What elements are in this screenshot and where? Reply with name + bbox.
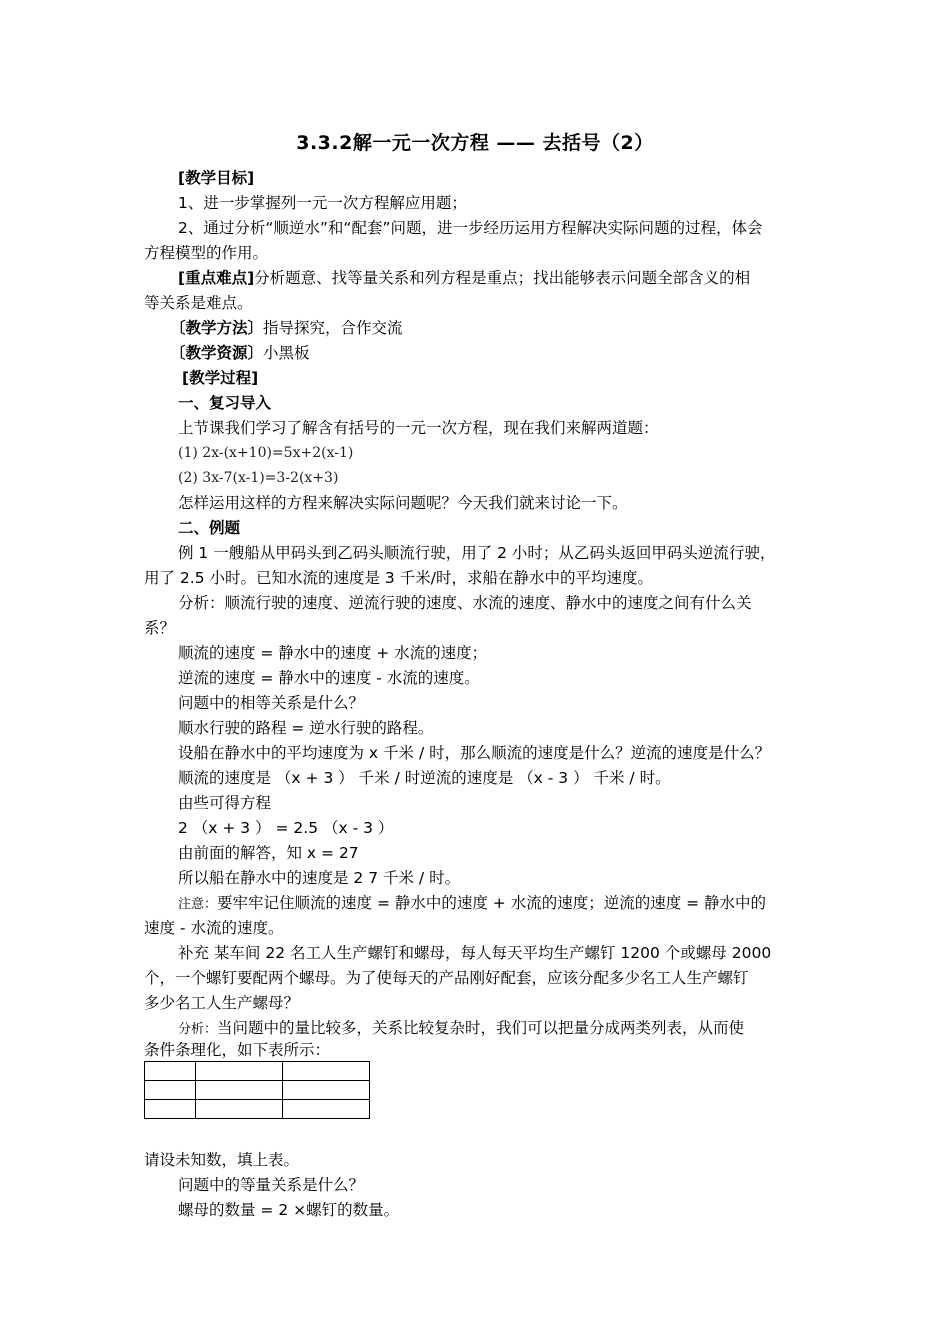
method-text: 指导探究，合作交流 xyxy=(263,319,403,337)
supplement-line-1: 补充 某车间 22 名工人生产螺钉和螺母，每人每天平均生产螺钉 1200 个或螺母 2000 xyxy=(178,944,772,962)
table-cell xyxy=(196,1062,283,1081)
note-label: 注意： xyxy=(178,897,218,912)
table-cell xyxy=(283,1062,370,1081)
table-cell xyxy=(196,1100,283,1119)
solution: 由前面的解答，知 x = 27 xyxy=(178,844,359,862)
path-equality: 顺水行驶的路程 = 逆水行驶的路程。 xyxy=(178,719,434,737)
note-text: 要牢牢记住顺流的速度 = 静水中的速度 + 水流的速度；逆流的速度 = 静水中的 xyxy=(217,894,767,912)
equal-relation-question: 问题中的相等关系是什么？ xyxy=(178,694,365,712)
note-line-1 xyxy=(178,893,766,915)
objectives-heading: [教学目标] xyxy=(178,169,255,187)
keypoints-label: [重点难点] xyxy=(178,269,255,287)
objective-2-line-1: 2、通过分析“顺逆水”和“配套”问题，进一步经历运用方程解决实际问题的过程，体会 xyxy=(178,219,763,237)
supplement-analysis-line-2: 条件条理化，如下表所示： xyxy=(144,1041,331,1059)
objective-2-line-2: 方程模型的作用。 xyxy=(144,244,269,262)
example-1-line-2: 用了 2.5 小时。已知水流的速度是 3 千米/时，求船在静水中的平均速度。 xyxy=(144,569,653,587)
nut-relation: 螺母的数量 = 2 ×螺钉的数量。 xyxy=(178,1201,400,1219)
keypoints-line-2: 等关系是难点。 xyxy=(144,294,253,312)
equation: 2 （x + 3 ） = 2.5 （x - 3 ） xyxy=(178,819,394,837)
resources-line xyxy=(170,343,310,363)
supplement-line-3: 多少名工人生产螺母？ xyxy=(144,994,300,1012)
supplement-analysis-line-1 xyxy=(178,1018,744,1040)
upstream-relation: 逆流的速度 = 静水中的速度 - 水流的速度。 xyxy=(178,669,480,687)
equation-1: (1) 2x-(x+10)=5x+2(x-1) xyxy=(178,445,354,461)
method-label: 〔教学方法〕 xyxy=(170,319,264,337)
page-title: 3.3.2解一元一次方程 —— 去括号（2） xyxy=(296,132,654,154)
equal-relation-question-2: 问题中的等量关系是什么？ xyxy=(178,1176,365,1194)
table-cell xyxy=(145,1100,196,1119)
table-cell xyxy=(145,1062,196,1081)
blank-table xyxy=(144,1061,370,1119)
analysis-line-2: 系？ xyxy=(144,619,176,637)
table-cell xyxy=(283,1081,370,1100)
speeds-expression: 顺流的速度是 （x + 3 ） 千米 / 时逆流的速度是 （x - 3 ） 千米 / 时。 xyxy=(178,769,671,787)
supplement-analysis-text: 当问题中的量比较多，关系比较复杂时，我们可以把量分成两类列表，从而使 xyxy=(217,1019,745,1037)
supplement-line-2: 个，一个螺钉要配两个螺母。为了使每天的产品刚好配套，应该分配多少名工人生产螺钉 xyxy=(144,969,749,987)
note-line-2: 速度 - 水流的速度。 xyxy=(144,919,284,937)
assume-variable: 设船在静水中的平均速度为 x 千米 / 时，那么顺流的速度是什么？逆流的速度是什么？ xyxy=(178,744,771,762)
transition-text: 怎样运用这样的方程来解决实际问题呢？今天我们就来讨论一下。 xyxy=(178,494,628,512)
method-line xyxy=(170,318,403,338)
resources-label: 〔教学资源〕 xyxy=(170,344,264,362)
keypoints-line-1 xyxy=(178,268,750,288)
example-1-line-1: 例 1 一艘船从甲码头到乙码头顺流行驶，用了 2 小时；从乙码头返回甲码头逆流行驶， xyxy=(178,544,776,562)
objective-1: 1、进一步掌握列一元一次方程解应用题； xyxy=(178,194,467,212)
table-cell xyxy=(196,1081,283,1100)
section-1-heading: 一、复习导入 xyxy=(178,394,272,412)
section-2-heading: 二、例题 xyxy=(178,519,241,537)
table-row xyxy=(145,1100,370,1119)
fill-table-instruction: 请设未知数，填上表。 xyxy=(144,1151,300,1169)
derive-equation: 由些可得方程 xyxy=(178,794,272,812)
resources-text: 小黑板 xyxy=(263,344,310,362)
downstream-relation: 顺流的速度 = 静水中的速度 + 水流的速度； xyxy=(178,644,488,662)
answer: 所以船在静水中的速度是 2 7 千米 / 时。 xyxy=(178,869,461,887)
table-cell xyxy=(283,1100,370,1119)
supplement-analysis-label: 分析： xyxy=(178,1022,218,1037)
table-cell xyxy=(145,1081,196,1100)
equation-2: (2) 3x-7(x-1)=3-2(x+3) xyxy=(178,470,339,486)
keypoints-text: 分析题意、找等量关系和列方程是重点；找出能够表示问题全部含义的相 xyxy=(254,269,751,287)
process-heading: [教学过程] xyxy=(182,369,259,387)
table-row xyxy=(145,1081,370,1100)
intro-text: 上节课我们学习了解含有括号的一元一次方程，现在我们来解两道题： xyxy=(178,419,659,437)
analysis-line-1: 分析：顺流行驶的速度、逆流行驶的速度、水流的速度、静水中的速度之间有什么关 xyxy=(178,594,752,612)
table-row xyxy=(145,1062,370,1081)
